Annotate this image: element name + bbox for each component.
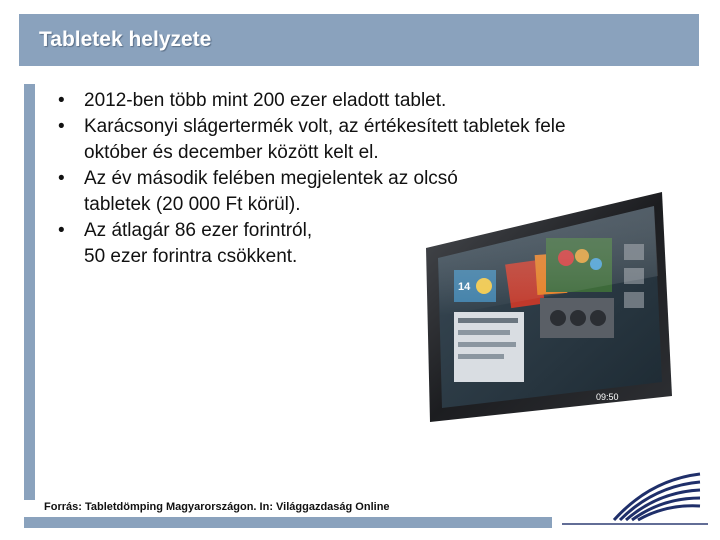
bullet-item	[52, 114, 692, 166]
bullet-dot-icon: •	[58, 116, 65, 137]
bullet-line: október és december között kelt el.	[84, 142, 379, 163]
bullet-line: tabletek (20 000 Ft körül).	[84, 194, 301, 215]
logo-wordmark	[562, 520, 708, 528]
title-bar	[19, 14, 699, 66]
bullet-line: Karácsonyi slágertermék volt, az értékesített tabletek fele	[84, 116, 566, 137]
logo-arcs-icon	[610, 470, 702, 522]
left-accent-rule	[24, 84, 35, 500]
bullet-dot-icon: •	[58, 90, 65, 111]
app-icon	[624, 292, 644, 308]
bullet-line: Az átlagár 86 ezer forintról,	[84, 220, 313, 241]
source-citation: Forrás: Tabletdömping Magyarországon. In: Világgazdaság Online	[44, 501, 390, 513]
bullet-line: 2012-ben több mint 200 ezer eladott tablet.	[84, 90, 447, 111]
bullet-item	[52, 88, 692, 114]
bullet-line: 50 ezer forintra csökkent.	[84, 246, 298, 267]
tablet-image	[418, 186, 674, 432]
bullet-dot-icon: •	[58, 168, 65, 189]
bottom-accent-rule	[24, 517, 552, 528]
bullet-line: Az év második felében megjelentek az olcsó	[84, 168, 458, 189]
status-time: 09:50	[596, 392, 619, 402]
page-title: Tabletek helyzete	[39, 28, 212, 51]
bullet-dot-icon: •	[58, 220, 65, 241]
